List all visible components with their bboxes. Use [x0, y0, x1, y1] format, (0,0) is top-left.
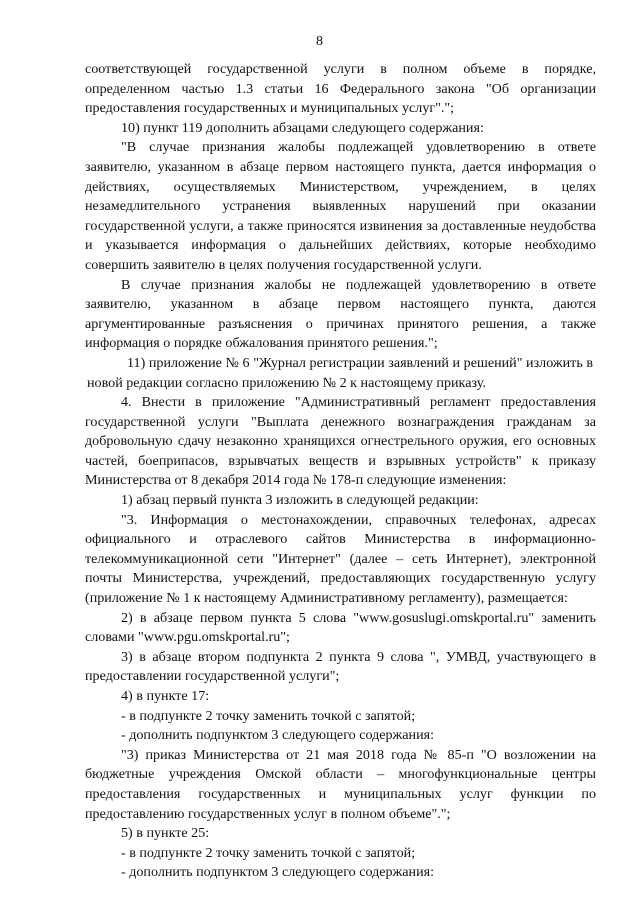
- paragraph-item-11-text: 11) приложение № 6 "Журнал регистрации заявлений и решений" изложить в новой редакции согласно приложению № 2 к настоящему приказу.: [87, 354, 593, 391]
- paragraph-quote-complaint-satisfied: "В случае признания жалобы подлежащей удовлетворению в ответе заявителю, указанном в абзаце первом настоящего пункта, дается информация о действиях, осуществляемых Министерством, учреждением, в целях незамедлительного устранения выявленных нарушений при оказании государственной услуги, а также приносятся извинения за доставленные неудобства и указывается информация о дальнейших действиях, которые необходимо совершить заявителю в целях получения государственной услуги.: [85, 139, 596, 273]
- paragraph-quote-item-3: "3. Информация о местонахождении, справочных телефонах, адресах официального и отраслевого сайтов Министерства в информационно-телекоммуникационной сети "Интернет" (далее – сеть Интернет), электронной почты Министерства, учреждений, предоставляющих государственную услугу (приложение № 1 к настоящему Административному регламенту), размещается:: [85, 511, 596, 607]
- paragraph-item-5: 5) в пункте 25:: [121, 825, 210, 842]
- paragraph-item-11: [87, 354, 593, 393]
- page-number: 8: [316, 34, 323, 49]
- paragraph-item-4-sub-2: - дополнить подпунктом 3 следующего содержания:: [121, 727, 435, 744]
- paragraph-item-4-sub-1: - в подпункте 2 точку заменить точкой с запятой;: [121, 707, 416, 724]
- paragraph-section-4: 4. Внести в приложение "Административный регламент предоставления государственной услуги "Выплата денежного вознаграждения гражданам за добровольную сдачу незаконно хранящихся огнестрельного оружия, его основных частей, боеприпасов, взрывчатых веществ и взрывных устройств" к приказу Министерства от 8 декабря 2014 года № 178-п следующие изменения:: [85, 394, 596, 489]
- paragraph-item-10: 10) пункт 119 дополнить абзацами следующего содержания:: [121, 119, 484, 136]
- paragraph-complaint-rejected: В случае признания жалобы не подлежащей удовлетворению в ответе заявителю, указанном в абзаце первом настоящего пункта, даются аргументированные разъяснения о причинах принятого решения, а также информация о порядке обжалования принятого решения.";: [85, 276, 596, 352]
- paragraph-item-3: 3) в абзаце втором подпункта 2 пункта 9 слова ", УМВД, участвующего в предоставлении государственной услуги";: [85, 648, 596, 685]
- paragraph-item-2: 2) в абзаце первом пункта 5 слова "www.gosuslugi.omskportal.ru" заменить словами "www.pgu.omskportal.ru";: [85, 609, 596, 646]
- paragraph-item-1: 1) абзац первый пункта 3 изложить в следующей редакции:: [121, 492, 479, 509]
- paragraph-item-4: 4) в пункте 17:: [121, 688, 210, 704]
- paragraph-item-5-sub-2: - дополнить подпунктом 3 следующего содержания:: [121, 864, 435, 881]
- paragraph-continuation: соответствующей государственной услуги в полном объеме в порядке, определенном частью 1.3 статьи 16 Федерального закона "Об организации предоставления государственных и муниципальных услуг".";: [85, 61, 596, 117]
- paragraph-item-5-sub-1: - в подпункте 2 точку заменить точкой с запятой;: [121, 844, 416, 861]
- paragraph-quote-order-85: "3) приказ Министерства от 21 мая 2018 года № 85-п "О возложении на бюджетные учреждения Омской области – многофункциональные центры предоставления государственных и муниципальных услуг функции по предоставлению государственных услуг в полном объеме".";: [85, 746, 596, 822]
- document-body: [85, 60, 596, 883]
